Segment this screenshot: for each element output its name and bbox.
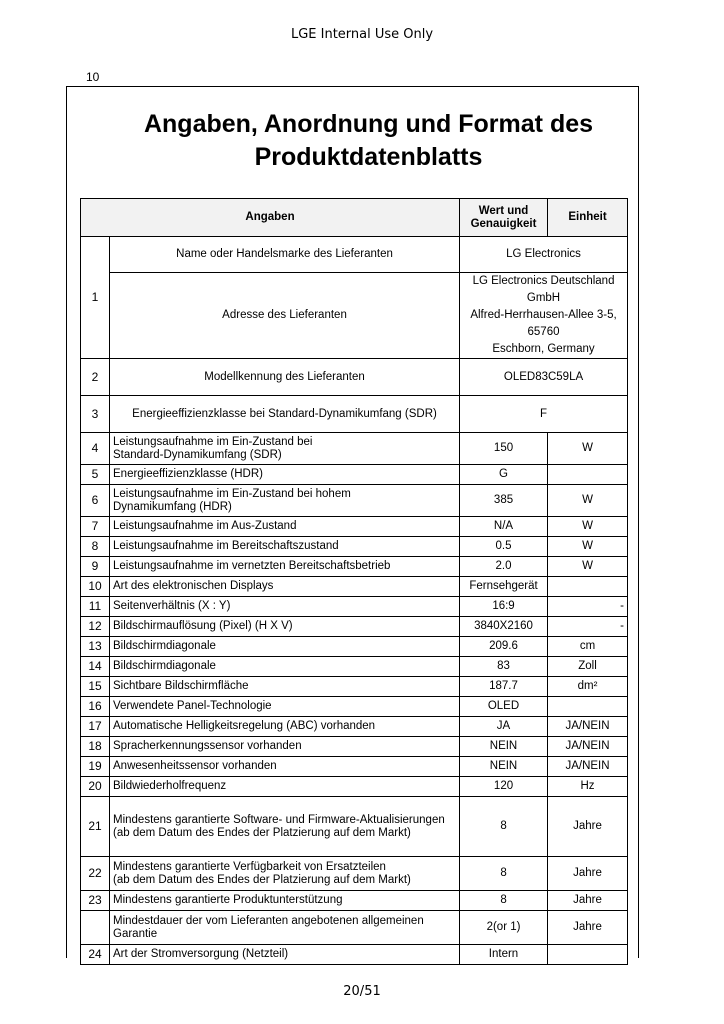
table-row [81,537,628,557]
row-unit: JA/NEIN [548,737,628,757]
header-wert: Wert und Genauigkeit [460,199,548,237]
title-line-1: Angaben, Anordnung und Format des [143,110,594,138]
row-value: 187.7 [460,677,548,697]
table-row [81,737,628,757]
table-row [81,697,628,717]
row-number: 18 [81,737,110,757]
row-number: 9 [81,557,110,577]
table-row [81,657,628,677]
row-number: 4 [81,433,110,465]
row-value: 16:9 [460,597,548,617]
row-label: Leistungsaufnahme im Aus-Zustand [110,517,460,537]
row-label: Bildschirmdiagonale [110,637,460,657]
page-footer: 20/51 [343,984,381,999]
row-label: Bildwiederholfrequenz [110,777,460,797]
row-unit: Hz [548,777,628,797]
row-value: 8 [460,797,548,857]
row-number: 2 [81,359,110,396]
row-value: 150 [460,433,548,465]
row-value: 209.6 [460,637,548,657]
row-number: 15 [81,677,110,697]
row-label: Mindestens garantierte Produktunterstützung [110,891,460,911]
row-number: 22 [81,857,110,891]
table-row [81,777,628,797]
row-number: 14 [81,657,110,677]
table-row [81,237,628,273]
row-label: Modellkennung des Lieferanten [110,359,460,396]
row-value: N/A [460,517,548,537]
row-number: 17 [81,717,110,737]
row-label: Mindestdauer der vom Lieferanten angebotenen allgemeinen Garantie [110,911,460,945]
row-unit: W [548,485,628,517]
row-number: 13 [81,637,110,657]
row-number: 16 [81,697,110,717]
table-row [81,617,628,637]
row-label: Leistungsaufnahme im Ein-Zustand bei hohem Dynamikumfang (HDR) [110,485,460,517]
row-value: LG Electronics Deutschland GmbH Alfred-Herrhausen-Allee 3-5, 65760 Eschborn, Germany [460,273,628,359]
row-unit: Jahre [548,891,628,911]
row-unit [548,945,628,965]
table-row [81,677,628,697]
table-row [81,945,628,965]
row-label: Mindestens garantierte Software- und Firmware-Aktualisierungen (ab dem Datum des Endes der Platzierung auf dem Markt) [110,797,460,857]
row-label: Adresse des Lieferanten [110,273,460,359]
row-unit: W [548,517,628,537]
row-label: Name oder Handelsmarke des Lieferanten [110,237,460,273]
table-header-row [81,199,628,237]
row-label: Art der Stromversorgung (Netzteil) [110,945,460,965]
row-unit: - [548,617,628,637]
row-value: Fernsehgerät [460,577,548,597]
row-number: 3 [81,396,110,433]
row-number: 6 [81,485,110,517]
header-einheit: Einheit [548,199,628,237]
row-value: F [460,396,628,433]
table-row [81,857,628,891]
row-label: Seitenverhältnis (X : Y) [110,597,460,617]
row-unit [548,697,628,717]
row-label: Energieeffizienzklasse (HDR) [110,465,460,485]
table-row [81,757,628,777]
row-value: 8 [460,891,548,911]
row-unit: W [548,537,628,557]
row-label: Automatische Helligkeitsregelung (ABC) vorhanden [110,717,460,737]
row-label: Spracherkennungssensor vorhanden [110,737,460,757]
table-row [81,465,628,485]
table-row [81,359,628,396]
row-unit: JA/NEIN [548,757,628,777]
row-value: 3840X2160 [460,617,548,637]
table-row [81,637,628,657]
table-row [81,517,628,537]
row-number: 19 [81,757,110,777]
table-row [81,396,628,433]
row-unit [548,465,628,485]
row-unit: Jahre [548,857,628,891]
row-number: 24 [81,945,110,965]
row-number: 11 [81,597,110,617]
row-label: Leistungsaufnahme im vernetzten Bereitschaftsbetrieb [110,557,460,577]
row-value: 0.5 [460,537,548,557]
table-row [81,891,628,911]
table-row [81,485,628,517]
row-unit: - [548,597,628,617]
row-number: 10 [81,577,110,597]
table-row [81,557,628,577]
product-data-table [80,198,628,965]
row-number: 12 [81,617,110,637]
row-number: 5 [81,465,110,485]
row-label: Bildschirmdiagonale [110,657,460,677]
confidentiality-header: LGE Internal Use Only [290,27,434,42]
section-number: 10 [86,70,100,84]
row-value: OLED83C59LA [460,359,628,396]
row-unit: JA/NEIN [548,717,628,737]
header-angaben: Angaben [81,199,460,237]
table-row [81,911,628,945]
row-value: 83 [460,657,548,677]
row-label: Art des elektronischen Displays [110,577,460,597]
row-value: 2.0 [460,557,548,577]
row-unit: Jahre [548,797,628,857]
row-label: Mindestens garantierte Verfügbarkeit von Ersatzteilen (ab dem Datum des Endes der Platzierung auf dem Markt) [110,857,460,891]
row-value: 8 [460,857,548,891]
row-label: Energieeffizienzklasse bei Standard-Dynamikumfang (SDR) [110,396,460,433]
row-number: 23 [81,891,110,911]
row-number [81,911,110,945]
row-label: Sichtbare Bildschirmfläche [110,677,460,697]
row-label: Anwesenheitssensor vorhanden [110,757,460,777]
row-number: 7 [81,517,110,537]
row-label: Verwendete Panel-Technologie [110,697,460,717]
row-value: JA [460,717,548,737]
table-row [81,597,628,617]
row-label: Leistungsaufnahme im Bereitschaftszustand [110,537,460,557]
table-row [81,433,628,465]
row-value: Intern [460,945,548,965]
title-line-2: Produktdatenblatts [254,143,483,171]
row-value: 385 [460,485,548,517]
table-row [81,797,628,857]
row-number: 8 [81,537,110,557]
row-value: OLED [460,697,548,717]
row-unit [548,577,628,597]
row-number: 20 [81,777,110,797]
row-label: Leistungsaufnahme im Ein-Zustand bei Standard-Dynamikumfang (SDR) [110,433,460,465]
table-row [81,273,628,359]
row-value: LG Electronics [460,237,628,273]
table-row [81,717,628,737]
row-unit: dm² [548,677,628,697]
row-number: 1 [81,237,110,359]
page-title [66,108,671,174]
row-value: NEIN [460,737,548,757]
row-value: G [460,465,548,485]
table-row [81,577,628,597]
row-value: 2(or 1) [460,911,548,945]
row-unit: Jahre [548,911,628,945]
row-number: 21 [81,797,110,857]
row-unit: W [548,433,628,465]
row-unit: Zoll [548,657,628,677]
row-unit: W [548,557,628,577]
row-value: NEIN [460,757,548,777]
row-unit: cm [548,637,628,657]
row-label: Bildschirmauflösung (Pixel) (H X V) [110,617,460,637]
row-value: 120 [460,777,548,797]
